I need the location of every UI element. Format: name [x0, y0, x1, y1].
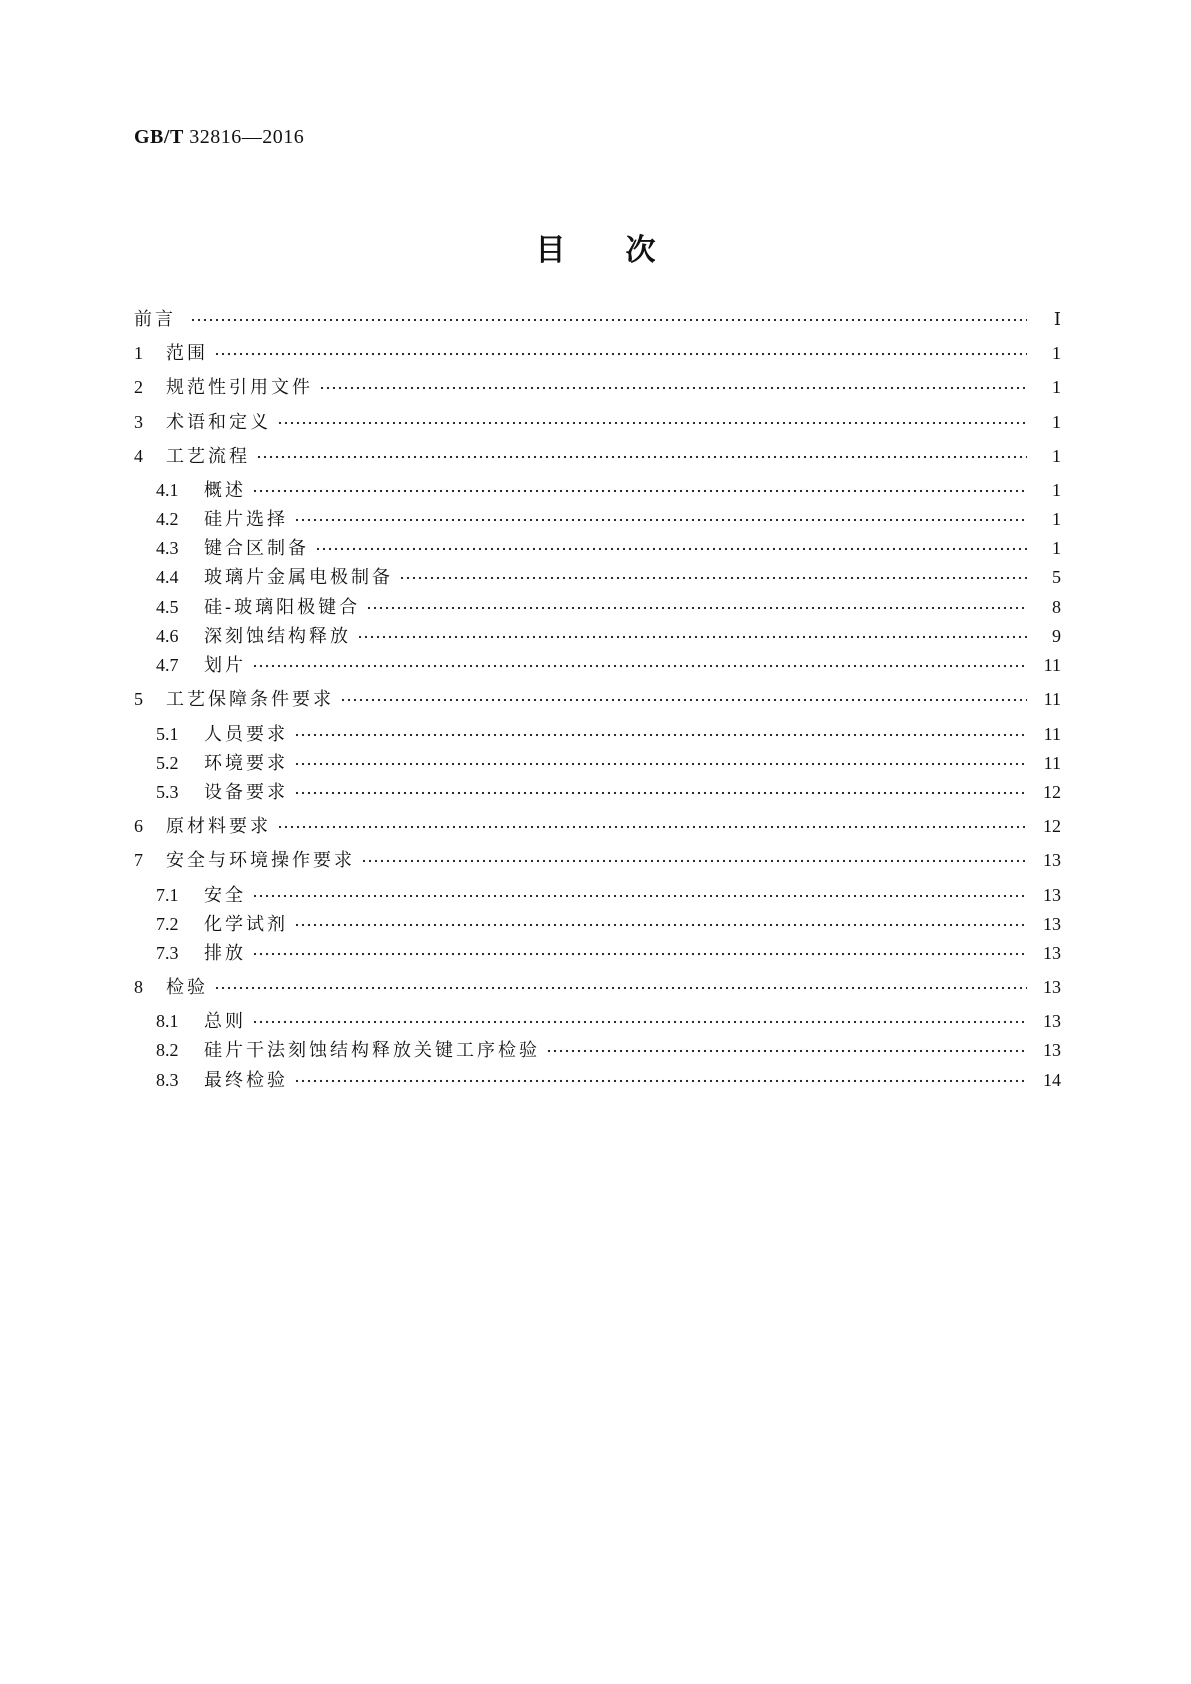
toc-entry-page: 1 — [1052, 377, 1061, 397]
toc-leader-dots — [366, 595, 1027, 613]
toc-entry-page: 1 — [1052, 509, 1061, 529]
toc-entry-number: 4.5 — [156, 597, 179, 617]
standard-code: 32816—2016 — [189, 126, 305, 148]
toc-entry-number: 8 — [134, 977, 143, 997]
toc-leader-dots — [252, 941, 1027, 959]
toc-entry-number: 5 — [134, 689, 143, 709]
toc-entry-number: 4.4 — [156, 567, 179, 587]
toc-leader-dots — [546, 1038, 1027, 1056]
toc-entry-page: 1 — [1052, 538, 1061, 558]
toc-entry-number: 1 — [134, 343, 143, 363]
toc-entry[interactable] — [156, 559, 1061, 589]
toc-entry-title: 安全 — [204, 885, 246, 906]
toc-entry[interactable] — [156, 1062, 1061, 1092]
toc-entry[interactable] — [156, 877, 1061, 907]
toc-entry[interactable] — [134, 681, 1061, 711]
toc-entry-title: 术语和定义 — [166, 412, 271, 433]
toc-leader-dots — [315, 536, 1027, 554]
toc-leader-dots — [190, 307, 1027, 325]
toc-entry[interactable] — [134, 842, 1061, 872]
toc-entry[interactable] — [134, 438, 1061, 468]
toc-leader-dots — [340, 687, 1027, 705]
toc-entry-page: 14 — [1043, 1070, 1061, 1090]
toc-entry-number: 8.3 — [156, 1070, 179, 1090]
toc-entry-title: 工艺保障条件要求 — [166, 689, 334, 710]
toc-leader-dots — [294, 912, 1027, 930]
toc-entry[interactable] — [156, 472, 1061, 502]
toc-leader-dots — [294, 722, 1027, 740]
toc-entry[interactable] — [156, 530, 1061, 560]
toc-leader-dots — [252, 478, 1027, 496]
page-title: 目次 — [535, 233, 716, 268]
toc-leader-dots — [399, 565, 1027, 583]
toc-entry-number: 5.3 — [156, 782, 179, 802]
toc-entry-page: 13 — [1043, 977, 1061, 997]
toc-entry-page: 9 — [1052, 626, 1061, 646]
toc-entry-page: 11 — [1043, 724, 1061, 744]
toc-entry[interactable] — [134, 808, 1061, 838]
toc-leader-dots — [277, 410, 1027, 428]
toc-entry-page: 1 — [1052, 446, 1061, 466]
toc-entry-title: 最终检验 — [204, 1070, 288, 1091]
toc-leader-dots — [361, 848, 1027, 866]
toc-entry[interactable] — [156, 774, 1061, 804]
toc-entry-title: 深刻蚀结构释放 — [204, 626, 351, 647]
toc-entry-page: 13 — [1043, 914, 1061, 934]
toc-entry-title: 划片 — [204, 655, 246, 676]
toc-entry[interactable] — [134, 969, 1061, 999]
toc-leader-dots — [294, 507, 1027, 525]
toc-leader-dots — [277, 814, 1027, 832]
toc-entry-number: 8.1 — [156, 1011, 179, 1031]
toc-entry-number: 5.1 — [156, 724, 179, 744]
toc-entry[interactable] — [156, 618, 1061, 648]
toc-entry-number: 6 — [134, 816, 143, 836]
toc-leader-dots — [294, 1068, 1027, 1086]
toc-entry[interactable] — [156, 589, 1061, 619]
toc-entry[interactable] — [156, 935, 1061, 965]
standard-number — [134, 126, 304, 149]
toc-entry-title: 检验 — [166, 977, 208, 998]
toc-entry[interactable] — [156, 501, 1061, 531]
toc-entry[interactable] — [156, 1032, 1061, 1062]
toc-entry-number: 4.7 — [156, 655, 179, 675]
toc-entry-page: 13 — [1043, 1011, 1061, 1031]
toc-leader-dots — [214, 341, 1027, 359]
toc-entry-page: 13 — [1043, 943, 1061, 963]
toc-leader-dots — [256, 444, 1027, 462]
toc-entry-number: 4 — [134, 446, 143, 466]
toc-entry-page: 12 — [1043, 782, 1061, 802]
toc-leader-dots — [214, 975, 1027, 993]
toc-entry-page: 13 — [1043, 885, 1061, 905]
toc-entry-page: 12 — [1043, 816, 1061, 836]
toc-leader-dots — [252, 653, 1027, 671]
toc-entry-title: 玻璃片金属电极制备 — [204, 567, 393, 588]
toc-entry-number: 4.3 — [156, 538, 179, 558]
toc-entry[interactable] — [134, 404, 1061, 434]
toc-entry-title: 范围 — [166, 343, 208, 364]
toc-entry-number: 3 — [134, 412, 143, 432]
toc-entry-title: 键合区制备 — [204, 538, 309, 559]
toc-entry[interactable] — [156, 1003, 1061, 1033]
toc-entry[interactable] — [156, 647, 1061, 677]
toc-entry-page: 1 — [1052, 343, 1061, 363]
toc-leader-dots — [252, 883, 1027, 901]
standard-prefix: GB/T — [134, 126, 184, 148]
toc-entry-page: 13 — [1043, 850, 1061, 870]
toc-entry-title: 人员要求 — [204, 724, 288, 745]
toc-entry-page: 5 — [1052, 567, 1061, 587]
toc-entry-title: 硅片干法刻蚀结构释放关键工序检验 — [204, 1040, 540, 1061]
toc-leader-dots — [357, 624, 1027, 642]
toc-entry-title: 工艺流程 — [166, 446, 250, 467]
toc-entry-number: 4.6 — [156, 626, 179, 646]
toc-entry-page: 1 — [1052, 412, 1061, 432]
toc-entry-number: 8.2 — [156, 1040, 179, 1060]
toc-entry-number: 7.1 — [156, 885, 179, 905]
toc-entry-title: 设备要求 — [204, 782, 288, 803]
toc-entry-number: 7.3 — [156, 943, 179, 963]
toc-entry-number: 4.1 — [156, 480, 179, 500]
toc-entry-page: 1 — [1052, 480, 1061, 500]
toc-entry-title: 前言 — [134, 309, 176, 330]
toc-leader-dots — [252, 1009, 1027, 1027]
toc-leader-dots — [294, 751, 1027, 769]
toc-entry[interactable] — [156, 716, 1061, 746]
toc-entry[interactable] — [156, 745, 1061, 775]
toc-entry[interactable] — [134, 335, 1061, 365]
toc-entry-number: 7 — [134, 850, 143, 870]
toc-entry-page: Ⅰ — [1053, 309, 1061, 329]
toc-entry-number: 4.2 — [156, 509, 179, 529]
toc-entry-title: 硅-玻璃阳极键合 — [204, 597, 361, 618]
toc-entry-title: 总则 — [204, 1011, 246, 1032]
toc-entry-page: 11 — [1043, 753, 1061, 773]
toc-leader-dots — [294, 780, 1027, 798]
toc-entry-title: 排放 — [204, 943, 246, 964]
toc-entry-page: 8 — [1052, 597, 1061, 617]
toc-entry[interactable] — [156, 906, 1061, 936]
toc-entry-page: 11 — [1043, 689, 1061, 709]
toc-entry[interactable] — [134, 369, 1061, 399]
toc-entry-title: 原材料要求 — [166, 816, 271, 837]
toc-entry-title: 化学试剂 — [204, 914, 288, 935]
toc-entry-title: 硅片选择 — [204, 509, 288, 530]
toc-entry-page: 11 — [1043, 655, 1061, 675]
toc-entry-title: 环境要求 — [204, 753, 288, 774]
toc-entry[interactable] — [134, 301, 1061, 331]
toc-entry-page: 13 — [1043, 1040, 1061, 1060]
toc-entry-title: 规范性引用文件 — [166, 377, 313, 398]
toc-entry-number: 2 — [134, 377, 143, 397]
toc-entry-number: 5.2 — [156, 753, 179, 773]
toc-entry-title: 安全与环境操作要求 — [166, 850, 355, 871]
toc-leader-dots — [319, 375, 1027, 393]
toc-entry-number: 7.2 — [156, 914, 179, 934]
toc-entry-title: 概述 — [204, 480, 246, 501]
